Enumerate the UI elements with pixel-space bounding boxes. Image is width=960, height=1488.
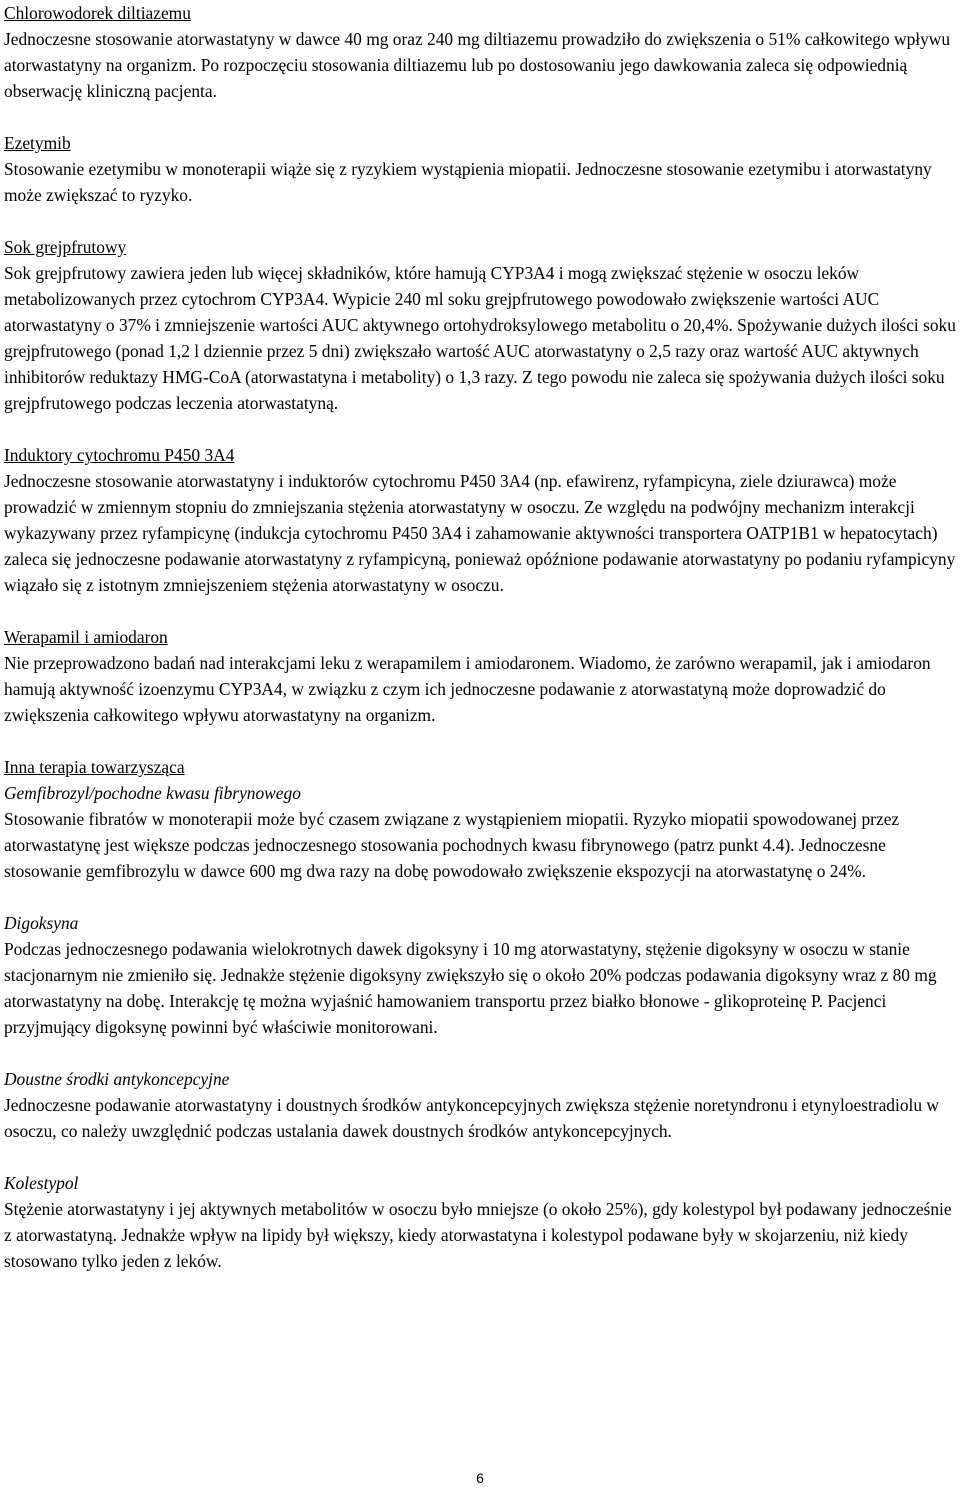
section-diltiazem xyxy=(4,0,958,104)
section-text: Sok grejpfrutowy zawiera jeden lub więcej składników, które hamują CYP3A4 i mogą zwiększać stężenie w osoczu leków metabolizowanych przez cytochrom CYP3A4. Wypicie 240 ml soku grejpfrutowego powodowało zwiększenie wartości AUC atorwastatyny o 37% i zmniejszenie wartości AUC aktywnego ortohydroksylowego metabolitu o 20,4%. Spożywanie dużych ilości soku grejpfrutowego (ponad 1,2 l dziennie przez 5 dni) zwiększało wartość AUC atorwastatyny o 2,5 razy oraz wartość AUC aktywnych inhibitorów reduktazy HMG-CoA (atorwastatyna i metabolity) o 1,3 razy. Z tego powodu nie zaleca się spożywania dużych ilości soku grejpfrutowego podczas leczenia atorwastatyną. xyxy=(4,263,956,413)
section-heading: Werapamil i amiodaron xyxy=(4,627,168,647)
section-grapefruit-juice xyxy=(4,234,958,416)
document-page xyxy=(4,0,958,1274)
section-heading: Ezetymib xyxy=(4,133,71,153)
section-heading: Inna terapia towarzysząca xyxy=(4,757,185,777)
subsection-text: Jednoczesne podawanie atorwastatyny i doustnych środków antykoncepcyjnych zwiększa stężenie noretyndronu i etynyloestradiolu w osoczu, co należy uwzględnić podczas ustalania dawek doustnych środków antykoncepcyjnych. xyxy=(4,1095,939,1141)
section-cyp3a4-inducers xyxy=(4,442,958,598)
section-text: Jednoczesne stosowanie atorwastatyny i induktorów cytochromu P450 3A4 (np. efawirenz, ryfampicyna, ziele dziurawca) może prowadzić w zmiennym stopniu do zmniejszania stężenia atorwastatyny w osoczu. Ze względu na podwójny mechanizm interakcji wykazywany przez ryfampicynę (indukcja cytochromu P450 3A4 i zahamowanie aktywności transportera OATP1B1 w hepatocytach) zaleca się jednoczesne podawanie atorwastatyny z ryfampicyną, ponieważ opóźnione podawanie atorwastatyny po podaniu ryfampicyny wiązało się z istotnym zmniejszeniem stężenia atorwastatyny w osoczu. xyxy=(4,471,956,595)
section-text: Nie przeprowadzono badań nad interakcjami leku z werapamilem i amiodaronem. Wiadomo, że zarówno werapamil, jak i amiodaron hamują aktywność izoenzymu CYP3A4, w związku z czym ich jednoczesne podawanie z atorwastatyną może doprowadzić do zwiększenia całkowitego wpływu atorwastatyny na organizm. xyxy=(4,653,931,725)
section-heading: Chlorowodorek diltiazemu xyxy=(4,3,191,23)
section-ezetimibe xyxy=(4,130,958,208)
section-heading: Induktory cytochromu P450 3A4 xyxy=(4,445,235,465)
section-text: Stosowanie ezetymibu w monoterapii wiąże się z ryzykiem wystąpienia miopatii. Jednoczesne stosowanie ezetymibu i atorwastatyny może zwiększać to ryzyko. xyxy=(4,159,932,205)
subsection-title: Gemfibrozyl/pochodne kwasu fibrynowego xyxy=(4,783,301,803)
subsection-title: Kolestypol xyxy=(4,1173,79,1193)
section-text: Jednoczesne stosowanie atorwastatyny w dawce 40 mg oraz 240 mg diltiazemu prowadziło do zwiększenia o 51% całkowitego wpływu atorwastatyny na organizm. Po rozpoczęciu stosowania diltiazemu lub po dostosowaniu jego dawkowania zaleca się odpowiednią obserwację kliniczną pacjenta. xyxy=(4,29,951,101)
subsection-title: Doustne środki antykoncepcyjne xyxy=(4,1069,230,1089)
section-heading: Sok grejpfrutowy xyxy=(4,237,127,257)
subsection-title: Digoksyna xyxy=(4,913,79,933)
subsection-text: Stężenie atorwastatyny i jej aktywnych metabolitów w osoczu było mniejsze (o około 25%), gdy kolestypol był podawany jednocześnie z atorwastatyną. Jednakże wpływ na lipidy był większy, kiedy atorwastatyna i kolestypol podawane były w skojarzeniu, niż kiedy stosowano tylko jeden z leków. xyxy=(4,1199,952,1271)
section-other-therapy xyxy=(4,754,958,1274)
page-number: 6 xyxy=(476,1470,484,1486)
section-verapamil-amiodarone xyxy=(4,624,958,728)
subsection-text: Podczas jednoczesnego podawania wielokrotnych dawek digoksyny i 10 mg atorwastatyny, stężenie digoksyny w osoczu w stanie stacjonarnym nie zmieniło się. Jednakże stężenie digoksyny zwiększyło się o około 20% podczas podawania digoksyny wraz z 80 mg atorwastatyny na dobę. Interakcję tę można wyjaśnić hamowaniem transportu przez białko błonowe - glikoproteinę P. Pacjenci przyjmujący digoksynę powinni być właściwie monitorowani. xyxy=(4,939,937,1037)
subsection-text: Stosowanie fibratów w monoterapii może być czasem związane z wystąpieniem miopatii. Ryzyko miopatii spowodowanej przez atorwastatynę jest większe podczas jednoczesnego stosowania pochodnych kwasu fibrynowego (patrz punkt 4.4). Jednoczesne stosowanie gemfibrozylu w dawce 600 mg dwa razy na dobę powodowało zwiększenie ekspozycji na atorwastatynę o 24%. xyxy=(4,809,900,881)
